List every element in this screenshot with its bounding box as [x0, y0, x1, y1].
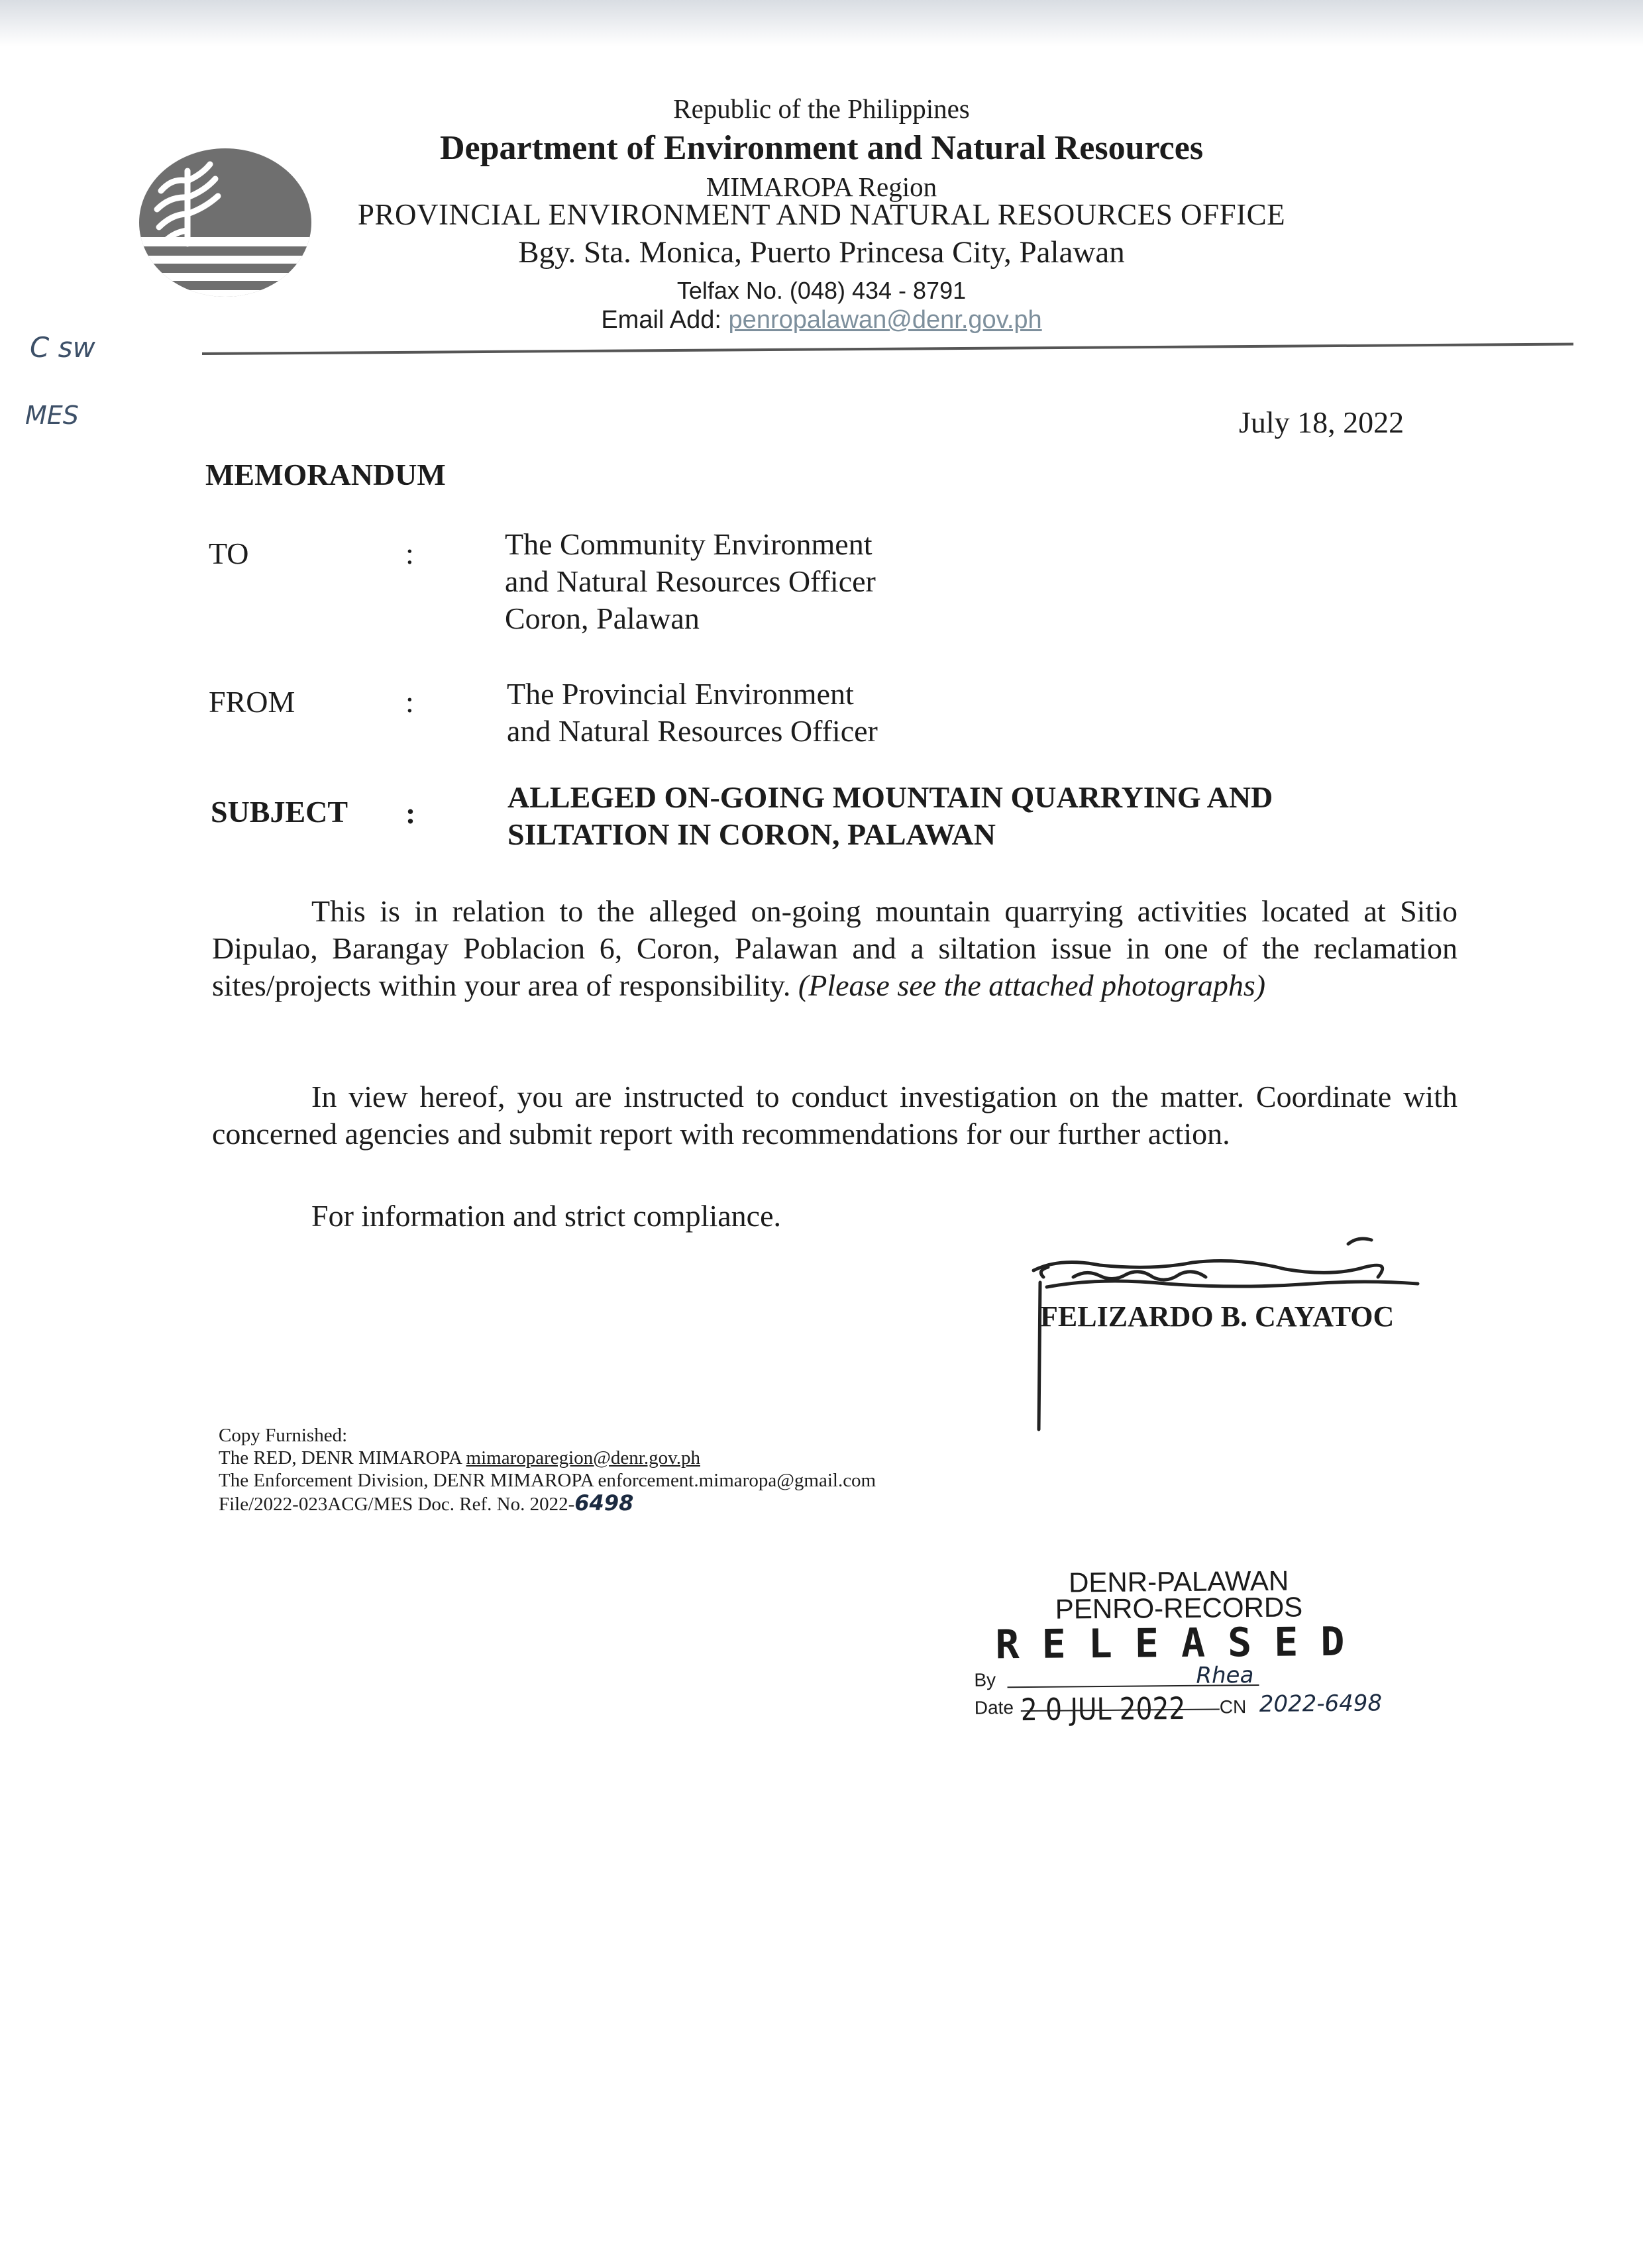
copy-furnished [219, 1424, 876, 1516]
stamp-line-1: DENR-PALAWAN [1068, 1565, 1289, 1598]
cf-title: Copy Furnished: [219, 1425, 348, 1446]
stamp-line-2: PENRO-RECORDS [1055, 1591, 1303, 1625]
margin-note-mes: MES [25, 401, 79, 430]
to-line-3: Coron, Palawan [505, 601, 700, 635]
p1-italic-note: (Please see the attached photographs) [798, 968, 1266, 1002]
subject-text [507, 779, 1273, 853]
email-label: Email Add: [601, 306, 721, 334]
cf-line-3 [219, 1492, 876, 1516]
stamp-by-value: Rhea [1196, 1662, 1254, 1689]
cf-line-3-text: File/2022-023ACG/MES Doc. Ref. No. 2022- [219, 1494, 575, 1515]
letterhead-region: MIMAROPA Region [706, 172, 937, 202]
p3-text: For information and strict compliance. [311, 1199, 781, 1233]
from-line-2: and Natural Resources Officer [507, 714, 878, 748]
signature-scribble [1020, 1231, 1477, 1436]
released-stamp [973, 1567, 1385, 1726]
stamp-cn-value: 2022-6498 [1259, 1690, 1383, 1718]
from-sender [507, 676, 878, 750]
cf-doc-ref-handwritten: 6498 [574, 1490, 634, 1516]
stamp-date-row [975, 1690, 1385, 1726]
subject-line-1: ALLEGED ON-GOING MOUNTAIN QUARRYING AND [507, 780, 1273, 814]
letterhead-office: PROVINCIAL ENVIRONMENT AND NATURAL RESOURCES OFFICE [357, 198, 1286, 231]
stamp-date-label: Date [974, 1697, 1014, 1718]
to-line-1: The Community Environment [505, 527, 873, 561]
denr-logo [136, 144, 315, 303]
subject-colon: : [405, 796, 416, 830]
from-colon: : [405, 685, 414, 719]
to-colon: : [405, 537, 414, 570]
from-label: FROM [209, 685, 295, 719]
cf-line-2: The Enforcement Division, DENR MIMAROPA enforcement.mimaropa@gmail.com [219, 1470, 876, 1491]
subject-label: SUBJECT [211, 795, 348, 829]
signatory-name: FELIZARDO B. CAYATOC [1040, 1300, 1395, 1333]
memo-title: MEMORANDUM [205, 458, 446, 491]
margin-note-csw: C sw [30, 331, 95, 364]
to-label: TO [209, 537, 249, 570]
stamp-by-label: By [974, 1669, 996, 1690]
p1-text: This is in relation to the alleged on-going mountain quarrying activities located at Sitio Dipulao, Barangay Poblacion 6, Coron, Palawan and a siltation issue in one of the reclamation sites/projects within your area of responsibility. [212, 894, 1458, 1002]
letterhead-republic: Republic of the Philippines [673, 93, 970, 124]
letterhead-department: Department of Environment and Natural Resources [439, 129, 1204, 167]
to-line-2: and Natural Resources Officer [505, 564, 876, 598]
scan-edge-shadow [0, 0, 1643, 46]
to-recipient [505, 526, 876, 637]
email-link[interactable]: penropalawan@denr.gov.ph [728, 306, 1042, 334]
letterhead-address: Bgy. Sta. Monica, Puerto Princesa City, Palawan [518, 235, 1125, 270]
stamp-date-value: 2 0 JUL 2022 [1020, 1690, 1186, 1728]
memo-date: July 18, 2022 [1239, 405, 1404, 439]
stamp-by-row [974, 1663, 1385, 1693]
body-paragraph-2 [212, 1078, 1458, 1153]
p2-text: In view hereof, you are instructed to conduct investigation on the matter. Coordinate with concerned agencies and submit report with recommendations for our further action. [212, 1080, 1458, 1151]
letterhead-email-line [344, 306, 1298, 335]
letterhead-divider [202, 343, 1573, 355]
body-paragraph-1 [212, 893, 1458, 1004]
cf-line-1 [219, 1447, 876, 1469]
stamp-status: RELEASED [995, 1618, 1367, 1669]
cf-line-1-email[interactable]: mimaroparegion@denr.gov.ph [466, 1447, 700, 1469]
cf-line-1-text: The RED, DENR MIMAROPA [219, 1447, 462, 1469]
from-line-1: The Provincial Environment [507, 677, 854, 711]
subject-line-2: SILTATION IN CORON, PALAWAN [507, 817, 996, 851]
letterhead-telfax: Telfax No. (048) 434 - 8791 [676, 277, 967, 304]
body-paragraph-3 [212, 1198, 1458, 1235]
stamp-cn-label: CN [1219, 1696, 1247, 1718]
